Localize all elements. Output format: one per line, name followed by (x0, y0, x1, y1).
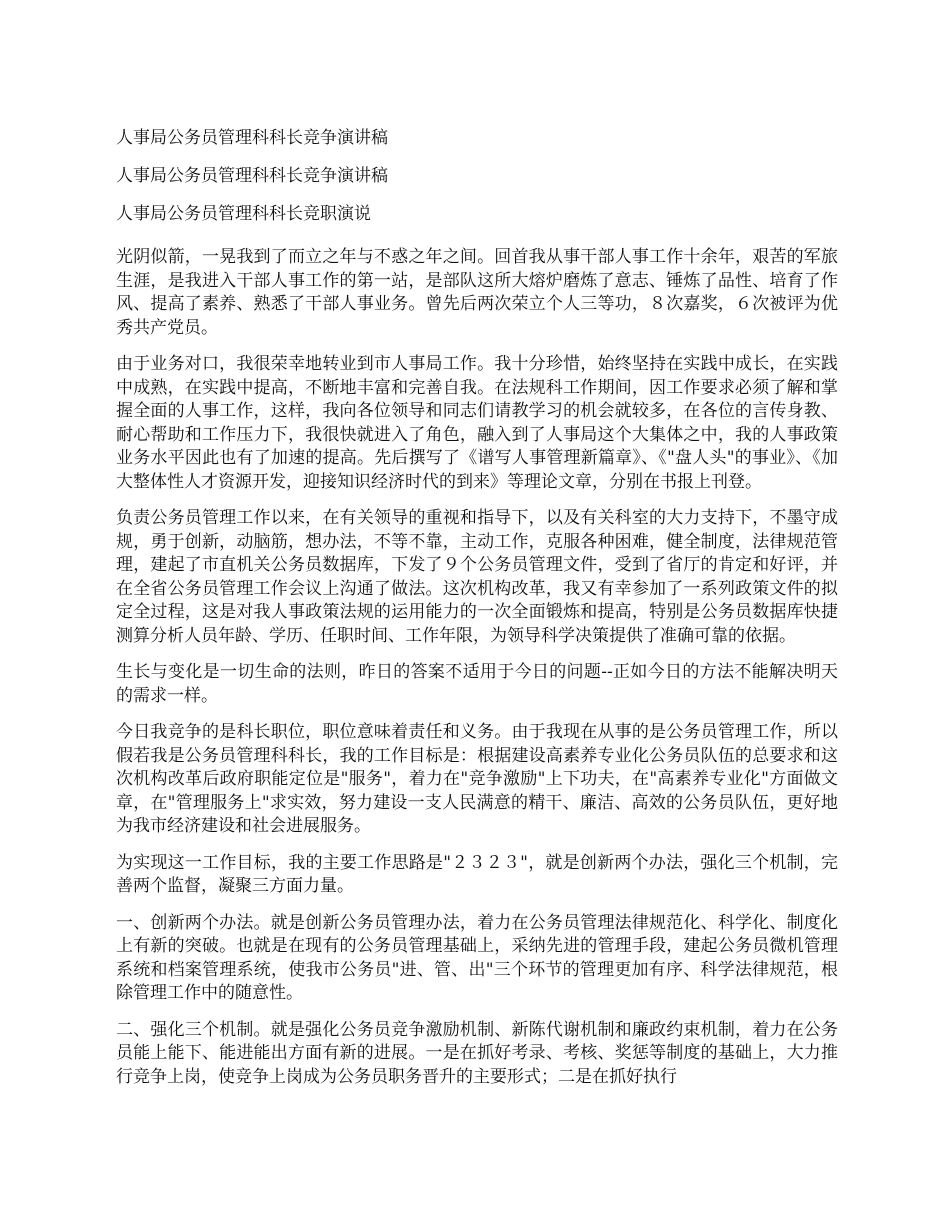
document-title: 人事局公务员管理科科长竞争演讲稿 (116, 166, 388, 186)
paragraph: 由于业务对口，我很荣幸地转业到市人事局工作。我十分珍惜，始终坚持在实践中成长，在实践中成熟，在实践中提高，不断地丰富和完善自我。在法规科工作期间，因工作要求必须了解和掌握全面的人事工作，这样，我向各位领导和同志们请教学习的机会就较多，在各位的言传身教、耐心帮助和工作压力下，我很快就进入了角色，融入到了人事局这个大集体之中，我的人事政策业务水平因此也有了加速的提高。先后撰写了《谱写人事管理新篇章》、《"盘人头"的事业》、《加大整体性人才资源开发，迎接知识经济时代的到来》等理论文章，分别在书报上刊登。 (116, 354, 838, 492)
document-title: 人事局公务员管理科科长竞争演讲稿 (116, 128, 388, 148)
paragraph: 负责公务员管理工作以来，在有关领导的重视和指导下，以及有关科室的大力支持下，不墨守成规，勇于创新，动脑筋，想办法，不等不靠，主动工作，克服各种困难，健全制度，法律规范管理，建起了市直机关公务员数据库，下发了９个公务员管理文件，受到了省厅的肯定和好评，并在全省公务员管理工作会议上沟通了做法。这次机构改革，我又有幸参加了一系列政策文件的拟定全过程，这是对我人事政策法规的运用能力的一次全面锻炼和提高，特别是公务员数据库快捷测算分析人员年龄、学历、任职时间、工作年限，为领导科学决策提供了准确可靠的依据。 (116, 508, 838, 646)
paragraph: 二、强化三个机制。就是强化公务员竞争激励机制、新陈代谢机制和廉政约束机制，着力在公务员能上能下、能进能出方面有新的进展。一是在抓好考录、考核、奖惩等制度的基础上，大力推行竞争上岗，使竞争上岗成为公务员职务晋升的主要形式；二是在抓好执行 (116, 1019, 838, 1087)
paragraph: 一、创新两个办法。就是创新公务员管理办法，着力在公务员管理法律规范化、科学化、制度化上有新的突破。也就是在现有的公务员管理基础上，采纳先进的管理手段，建起公务员微机管理系统和档案管理系统，使我市公务员"进、管、出"三个环节的管理更加有序、科学法律规范，根除管理工作中的随意性。 (116, 912, 838, 1003)
paragraph: 为实现这一工作目标，我的主要工作思路是"２３２３"，就是创新两个办法，强化三个机制，完善两个监督，凝聚三方面力量。 (116, 852, 838, 896)
title-block (116, 126, 836, 240)
document-title: 人事局公务员管理科科长竞职演说 (116, 204, 371, 224)
document-body (116, 246, 838, 1102)
paragraph: 今日我竞争的是科长职位，职位意味着责任和义务。由于我现在从事的是公务员管理工作，所以假若我是公务员管理科科长，我的工作目标是：根据建设高素养专业化公务员队伍的总要求和这次机构改革后政府职能定位是"服务"，着力在"竞争激励"上下功夫，在"高素养专业化"方面做文章，在"管理服务上"求实效，努力建设一支人民满意的精干、廉洁、高效的公务员队伍，更好地为我市经济建设和社会进展服务。 (116, 722, 838, 836)
paragraph: 生长与变化是一切生命的法则，昨日的答案不适用于今日的问题--正如今日的方法不能解决明天的需求一样。 (116, 662, 838, 706)
paragraph: 光阴似箭，一晃我到了而立之年与不惑之年之间。回首我从事干部人事工作十余年，艰苦的军旅生涯，是我进入干部人事工作的第一站，是部队这所大熔炉磨炼了意志、锤炼了品性、培育了作风、提高了素养、熟悉了干部人事业务。曾先后两次荣立个人三等功，８次嘉奖，６次被评为优秀共产党员。 (116, 247, 838, 338)
